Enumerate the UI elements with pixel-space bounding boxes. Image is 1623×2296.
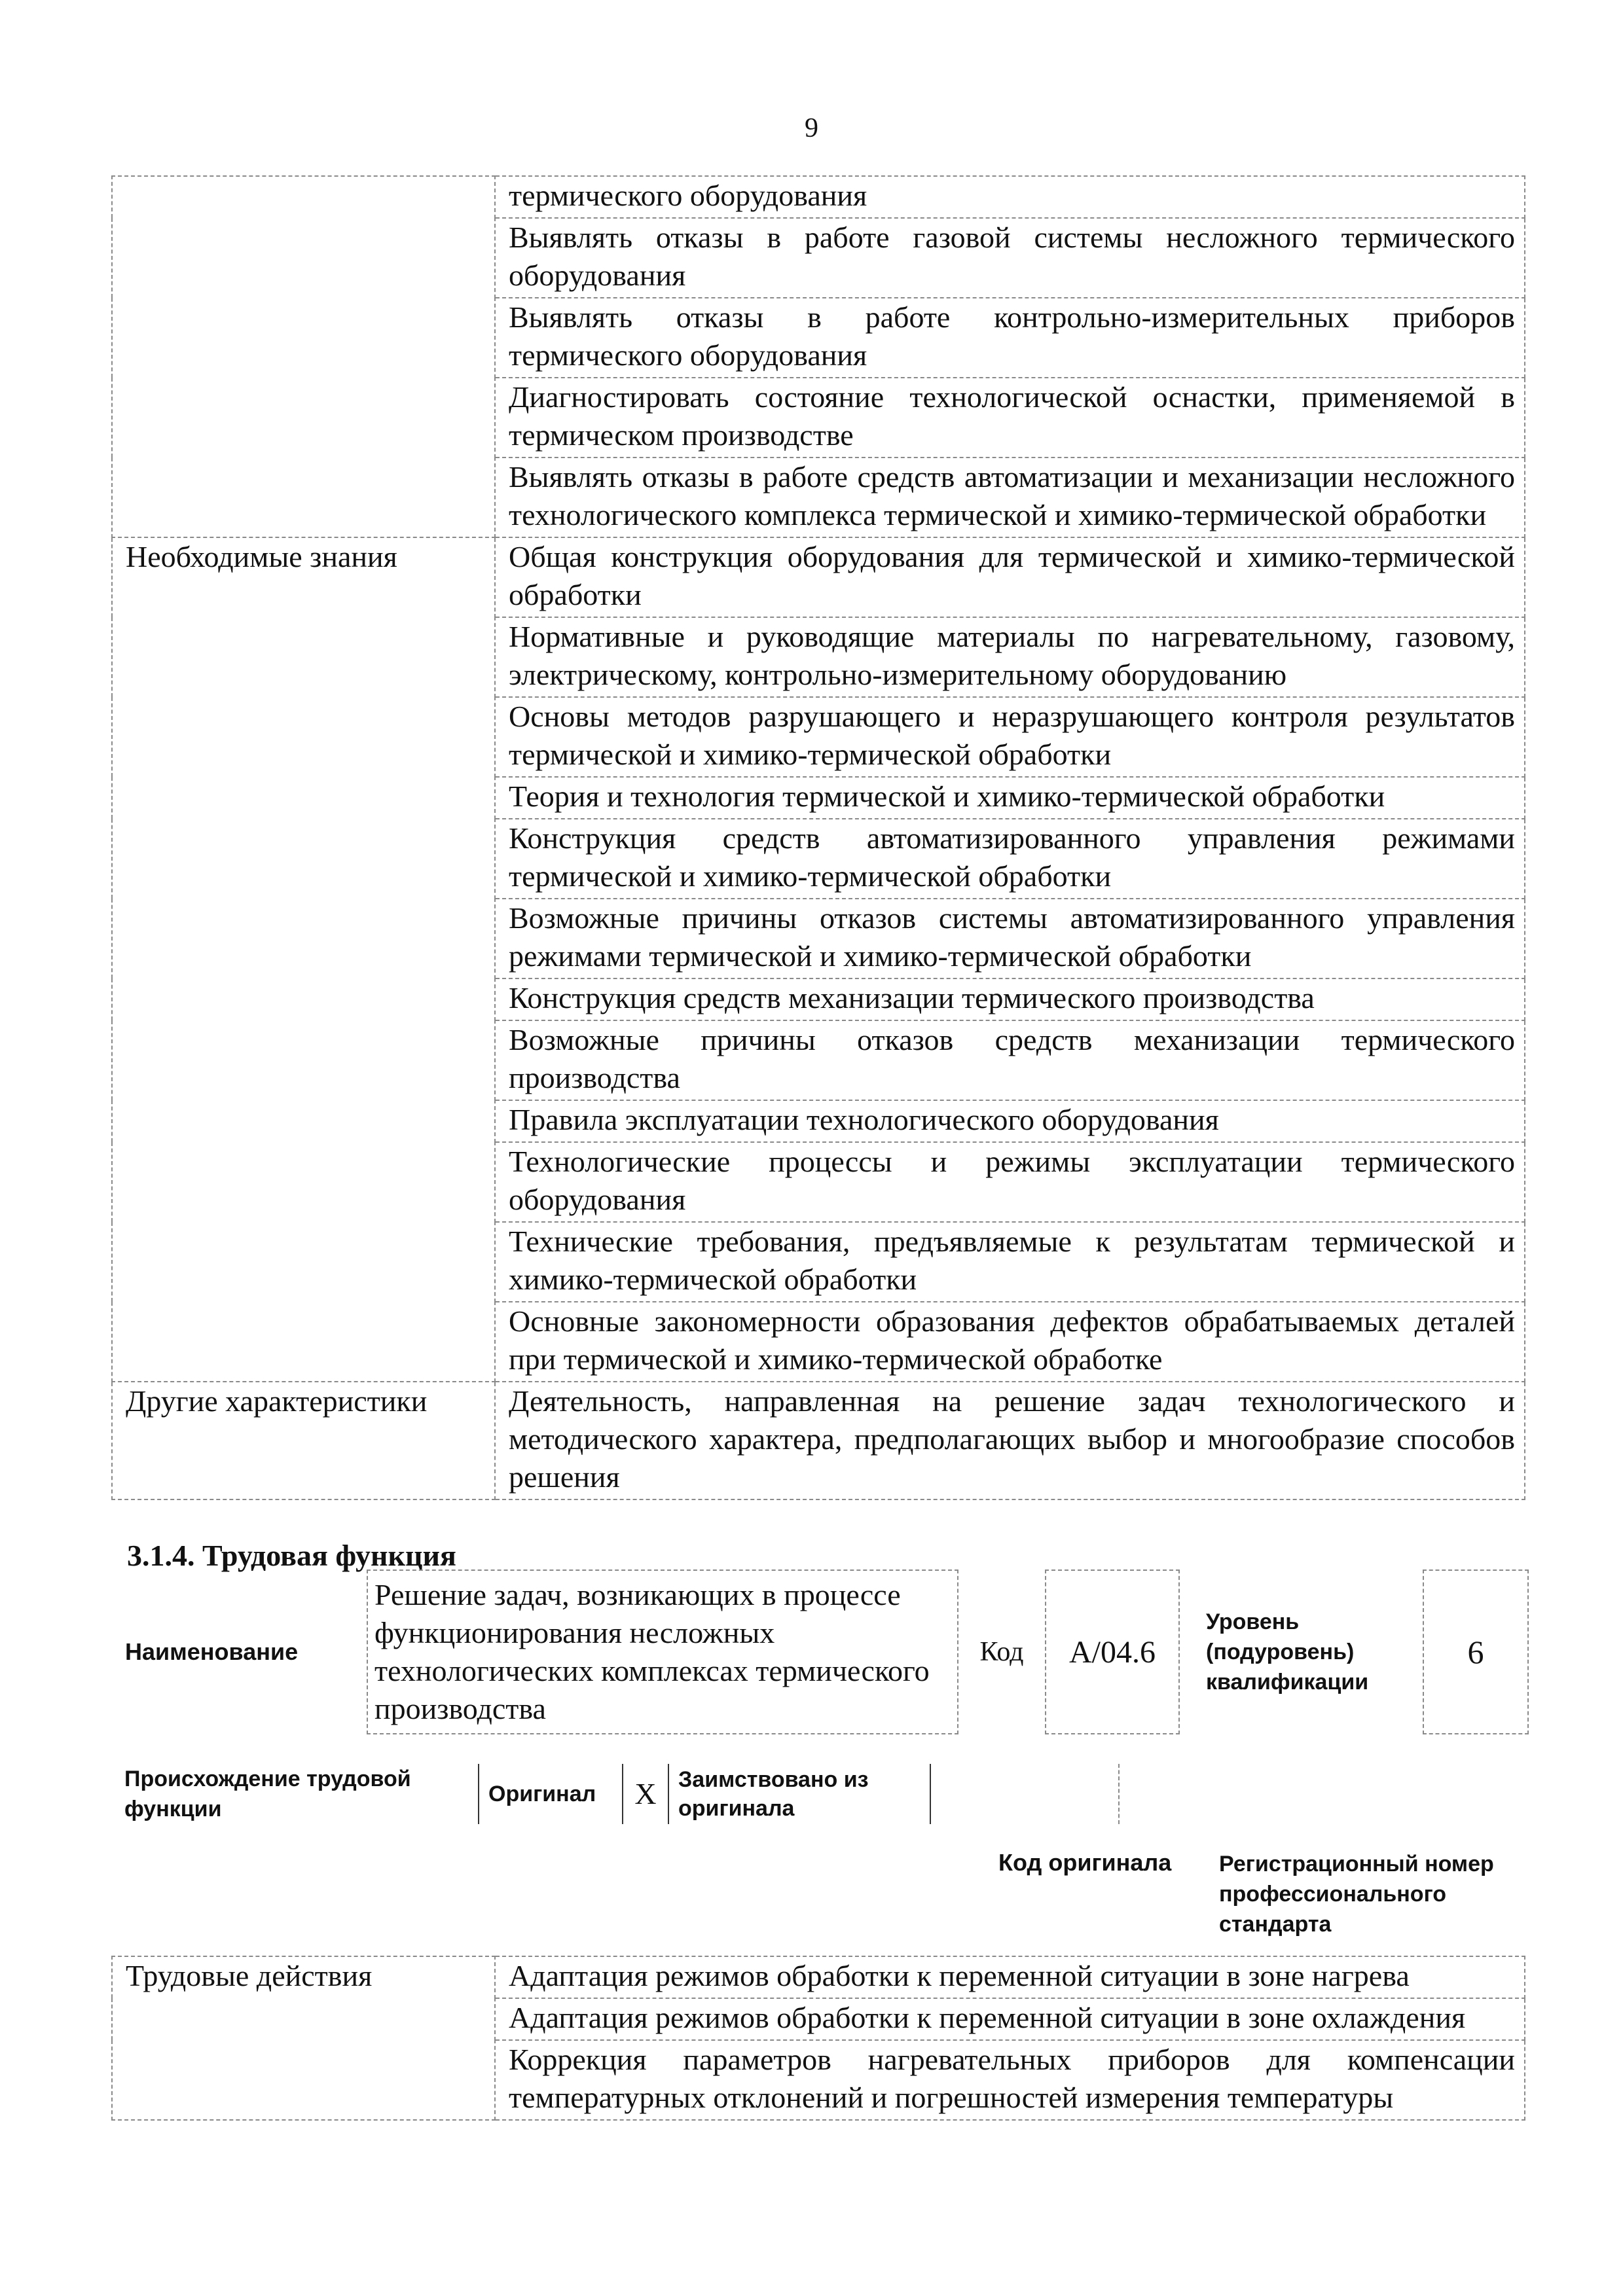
code-value: А/04.6 xyxy=(1046,1570,1179,1734)
section-title: 3.1.4. Трудовая функция xyxy=(127,1539,456,1572)
row-content: термического оборудования xyxy=(495,176,1525,218)
name-label: Наименование xyxy=(125,1638,299,1665)
original-label: Оригинал xyxy=(478,1764,622,1824)
level-label: Уровень (подуровень) квалификации xyxy=(1206,1609,1369,1695)
code-original-label: Код оригинала xyxy=(998,1849,1172,1876)
page-number: 9 xyxy=(805,113,818,143)
row-content: Правила эксплуатации технологического оборудования xyxy=(495,1100,1525,1142)
table-row xyxy=(112,537,1525,617)
row-content: Основы методов разрушающего и неразрушающего контроля результатов термической и химико-термической обработки xyxy=(495,697,1525,777)
level-value: 6 xyxy=(1423,1570,1528,1734)
table-row xyxy=(112,1956,1525,1998)
row-content: Коррекция параметров нагревательных приборов для компенсации температурных отклонений и погрешностей измерения температуры xyxy=(495,2040,1525,2120)
row-content: Общая конструкция оборудования для термической и химико-термической обработки xyxy=(495,537,1525,617)
row-label-cell xyxy=(112,176,495,537)
row-content: Выявлять отказы в работе средств автоматизации и механизации несложного технологического комплекса термической и химико-термической обработки xyxy=(495,457,1525,537)
row-content: Выявлять отказы в работе газовой системы несложного термического оборудования xyxy=(495,218,1525,298)
row-content: Возможные причины отказов средств механизации термического производства xyxy=(495,1020,1525,1100)
row-content: Теория и технология термической и химико-термической обработки xyxy=(495,777,1525,819)
labor-actions-label: Трудовые действия xyxy=(112,1956,495,2120)
row-content: Адаптация режимов обработки к переменной ситуации в зоне нагрева xyxy=(495,1956,1525,1998)
table-row xyxy=(112,176,1525,218)
row-content: Основные закономерности образования дефектов обрабатываемых деталей при термической и химико-термической обработке xyxy=(495,1302,1525,1382)
original-mark: X xyxy=(622,1764,668,1824)
code-label: Код xyxy=(979,1637,1024,1667)
row-content: Технические требования, предъявляемые к результатам термической и химико-термической обработки xyxy=(495,1222,1525,1302)
row-content: Конструкция средств механизации термического производства xyxy=(495,978,1525,1020)
code-original-cell xyxy=(930,1764,1120,1824)
row-content: Адаптация режимов обработки к переменной ситуации в зоне охлаждения xyxy=(495,1998,1525,2040)
labor-actions-table xyxy=(111,1956,1525,2121)
row-content: Нормативные и руководящие материалы по нагревательному, газовому, электрическому, контрольно-измерительному оборудованию xyxy=(495,617,1525,697)
function-header-table xyxy=(124,1570,1529,1734)
row-label-knowledge: Необходимые знания xyxy=(112,537,495,1382)
row-content: Выявлять отказы в работе контрольно-измерительных приборов термического оборудования xyxy=(495,298,1525,378)
row-content: Технологические процессы и режимы эксплуатации термического оборудования xyxy=(495,1142,1525,1222)
row-content: Возможные причины отказов системы автоматизированного управления режимами термической и химико-термической обработки xyxy=(495,899,1525,978)
row-content: Диагностировать состояние технологической оснастки, применяемой в термическом производстве xyxy=(495,378,1525,457)
origin-label: Происхождение трудовой функции xyxy=(124,1767,411,1821)
knowledge-table xyxy=(111,175,1525,1500)
row-label-other: Другие характеристики xyxy=(112,1382,495,1499)
row-content: Деятельность, направленная на решение задач технологического и методического характера, предполагающих выбор и многообразие способов решения xyxy=(495,1382,1525,1499)
origin-box xyxy=(478,1764,1120,1824)
reg-number-label: Регистрационный номер профессионального стандарта xyxy=(1219,1852,1494,1937)
name-value: Решение задач, возникающих в процессе функционирования несложных технологических комплексах термического производства xyxy=(367,1570,958,1734)
borrowed-label: Заимствовано из оригинала xyxy=(668,1764,930,1824)
row-content: Конструкция средств автоматизированного управления режимами термической и химико-термической обработки xyxy=(495,819,1525,899)
table-row xyxy=(112,1382,1525,1499)
